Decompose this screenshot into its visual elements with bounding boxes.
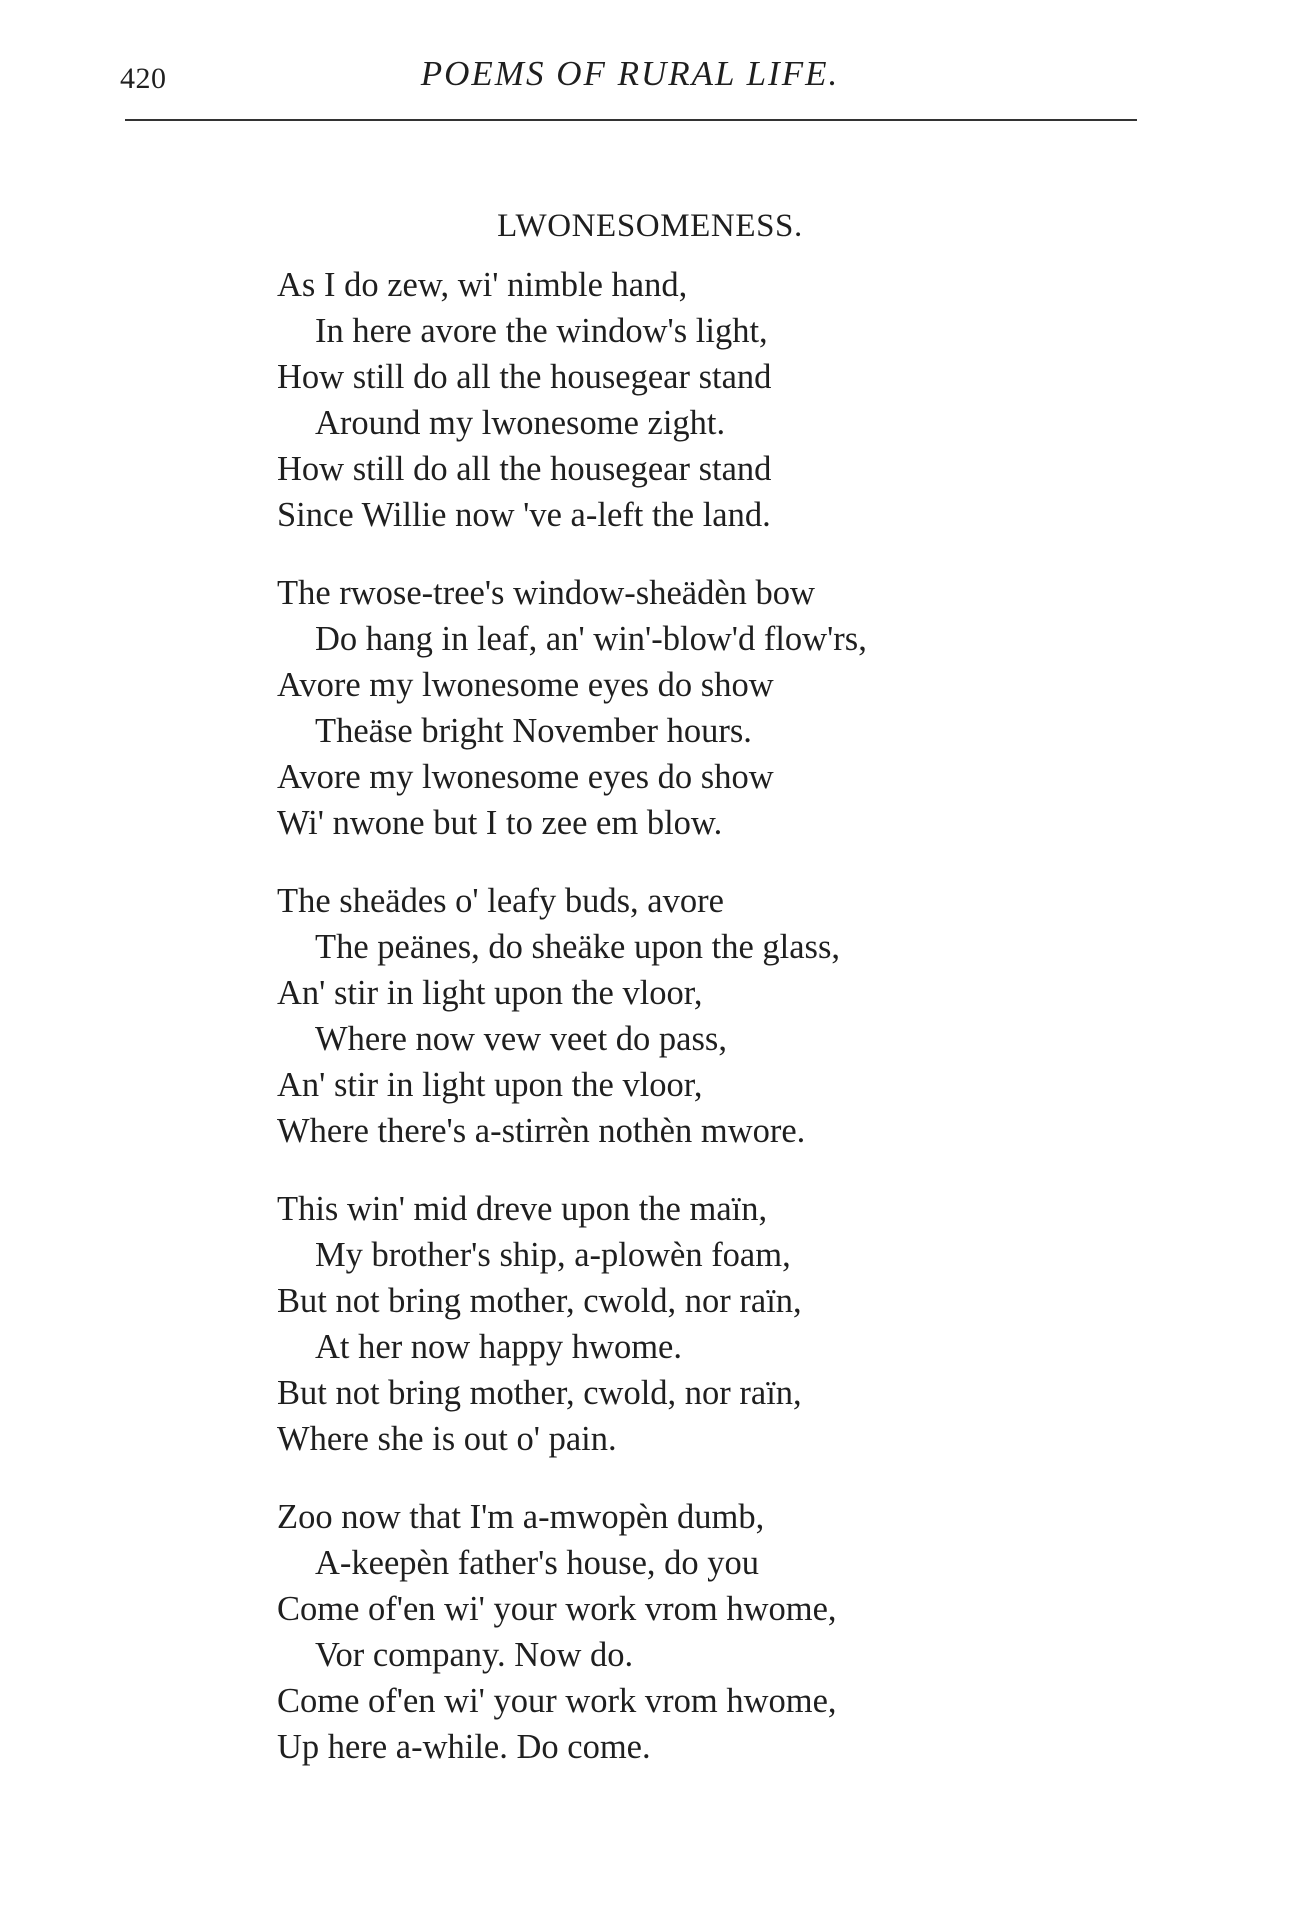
poem-line: Come of'en wi' your work vrom hwome, — [277, 1682, 837, 1720]
poem-line: Where there's a-stirrèn nothèn mwore. — [277, 1112, 806, 1150]
poem-line: Zoo now that I'm a-mwopèn dumb, — [277, 1498, 765, 1536]
stanza-2 — [277, 570, 1097, 846]
poem-line: In here avore the window's light, — [315, 312, 768, 350]
poem-line: Up here a-while. Do come. — [277, 1728, 651, 1766]
poem-line: But not bring mother, cwold, nor raïn, — [277, 1282, 802, 1320]
poem-line: Vor company. Now do. — [315, 1636, 634, 1674]
stanza-1 — [277, 262, 1097, 538]
header-rule — [125, 119, 1137, 121]
poem-line: Come of'en wi' your work vrom hwome, — [277, 1590, 837, 1628]
stanza-3 — [277, 878, 1097, 1154]
poem-line: The peänes, do sheäke upon the glass, — [315, 928, 841, 966]
poem-line: How still do all the housegear stand — [277, 358, 772, 396]
poem-line: This win' mid dreve upon the maïn, — [277, 1190, 768, 1228]
poem-line: Where now vew veet do pass, — [315, 1020, 727, 1058]
poem-line: How still do all the housegear stand — [277, 450, 772, 488]
poem-body — [277, 262, 1097, 1802]
poem-line: Do hang in leaf, an' win'-blow'd flow'rs, — [315, 620, 867, 658]
poem-line: Wi' nwone but I to zee em blow. — [277, 804, 723, 842]
poem-line: The rwose-tree's window-sheädèn bow — [277, 574, 815, 612]
stanza-4 — [277, 1186, 1097, 1462]
page-header — [120, 54, 1140, 114]
poem-title: LWONESOMENESS. — [497, 208, 803, 244]
poem-line: At her now happy hwome. — [315, 1328, 682, 1366]
poem-line: Where she is out o' pain. — [277, 1420, 617, 1458]
poem-line: The sheädes o' leafy buds, avore — [277, 882, 724, 920]
poem-line: But not bring mother, cwold, nor raïn, — [277, 1374, 802, 1412]
poem-line: Theäse bright November hours. — [315, 712, 752, 750]
poem-line: An' stir in light upon the vloor, — [277, 1066, 703, 1104]
poem-line: Avore my lwonesome eyes do show — [277, 758, 774, 796]
stanza-5 — [277, 1494, 1097, 1770]
running-title: POEMS OF RURAL LIFE. — [420, 54, 840, 93]
poem-line: Around my lwonesome zight. — [315, 404, 726, 442]
poem-line: An' stir in light upon the vloor, — [277, 974, 703, 1012]
page-number: 420 — [120, 62, 167, 95]
poem-line: Avore my lwonesome eyes do show — [277, 666, 774, 704]
poem-line: A-keepèn father's house, do you — [315, 1544, 760, 1582]
poem-line: My brother's ship, a-plowèn foam, — [315, 1236, 791, 1274]
poem-line: As I do zew, wi' nimble hand, — [277, 266, 688, 304]
poem-line: Since Willie now 've a-left the land. — [277, 496, 771, 534]
